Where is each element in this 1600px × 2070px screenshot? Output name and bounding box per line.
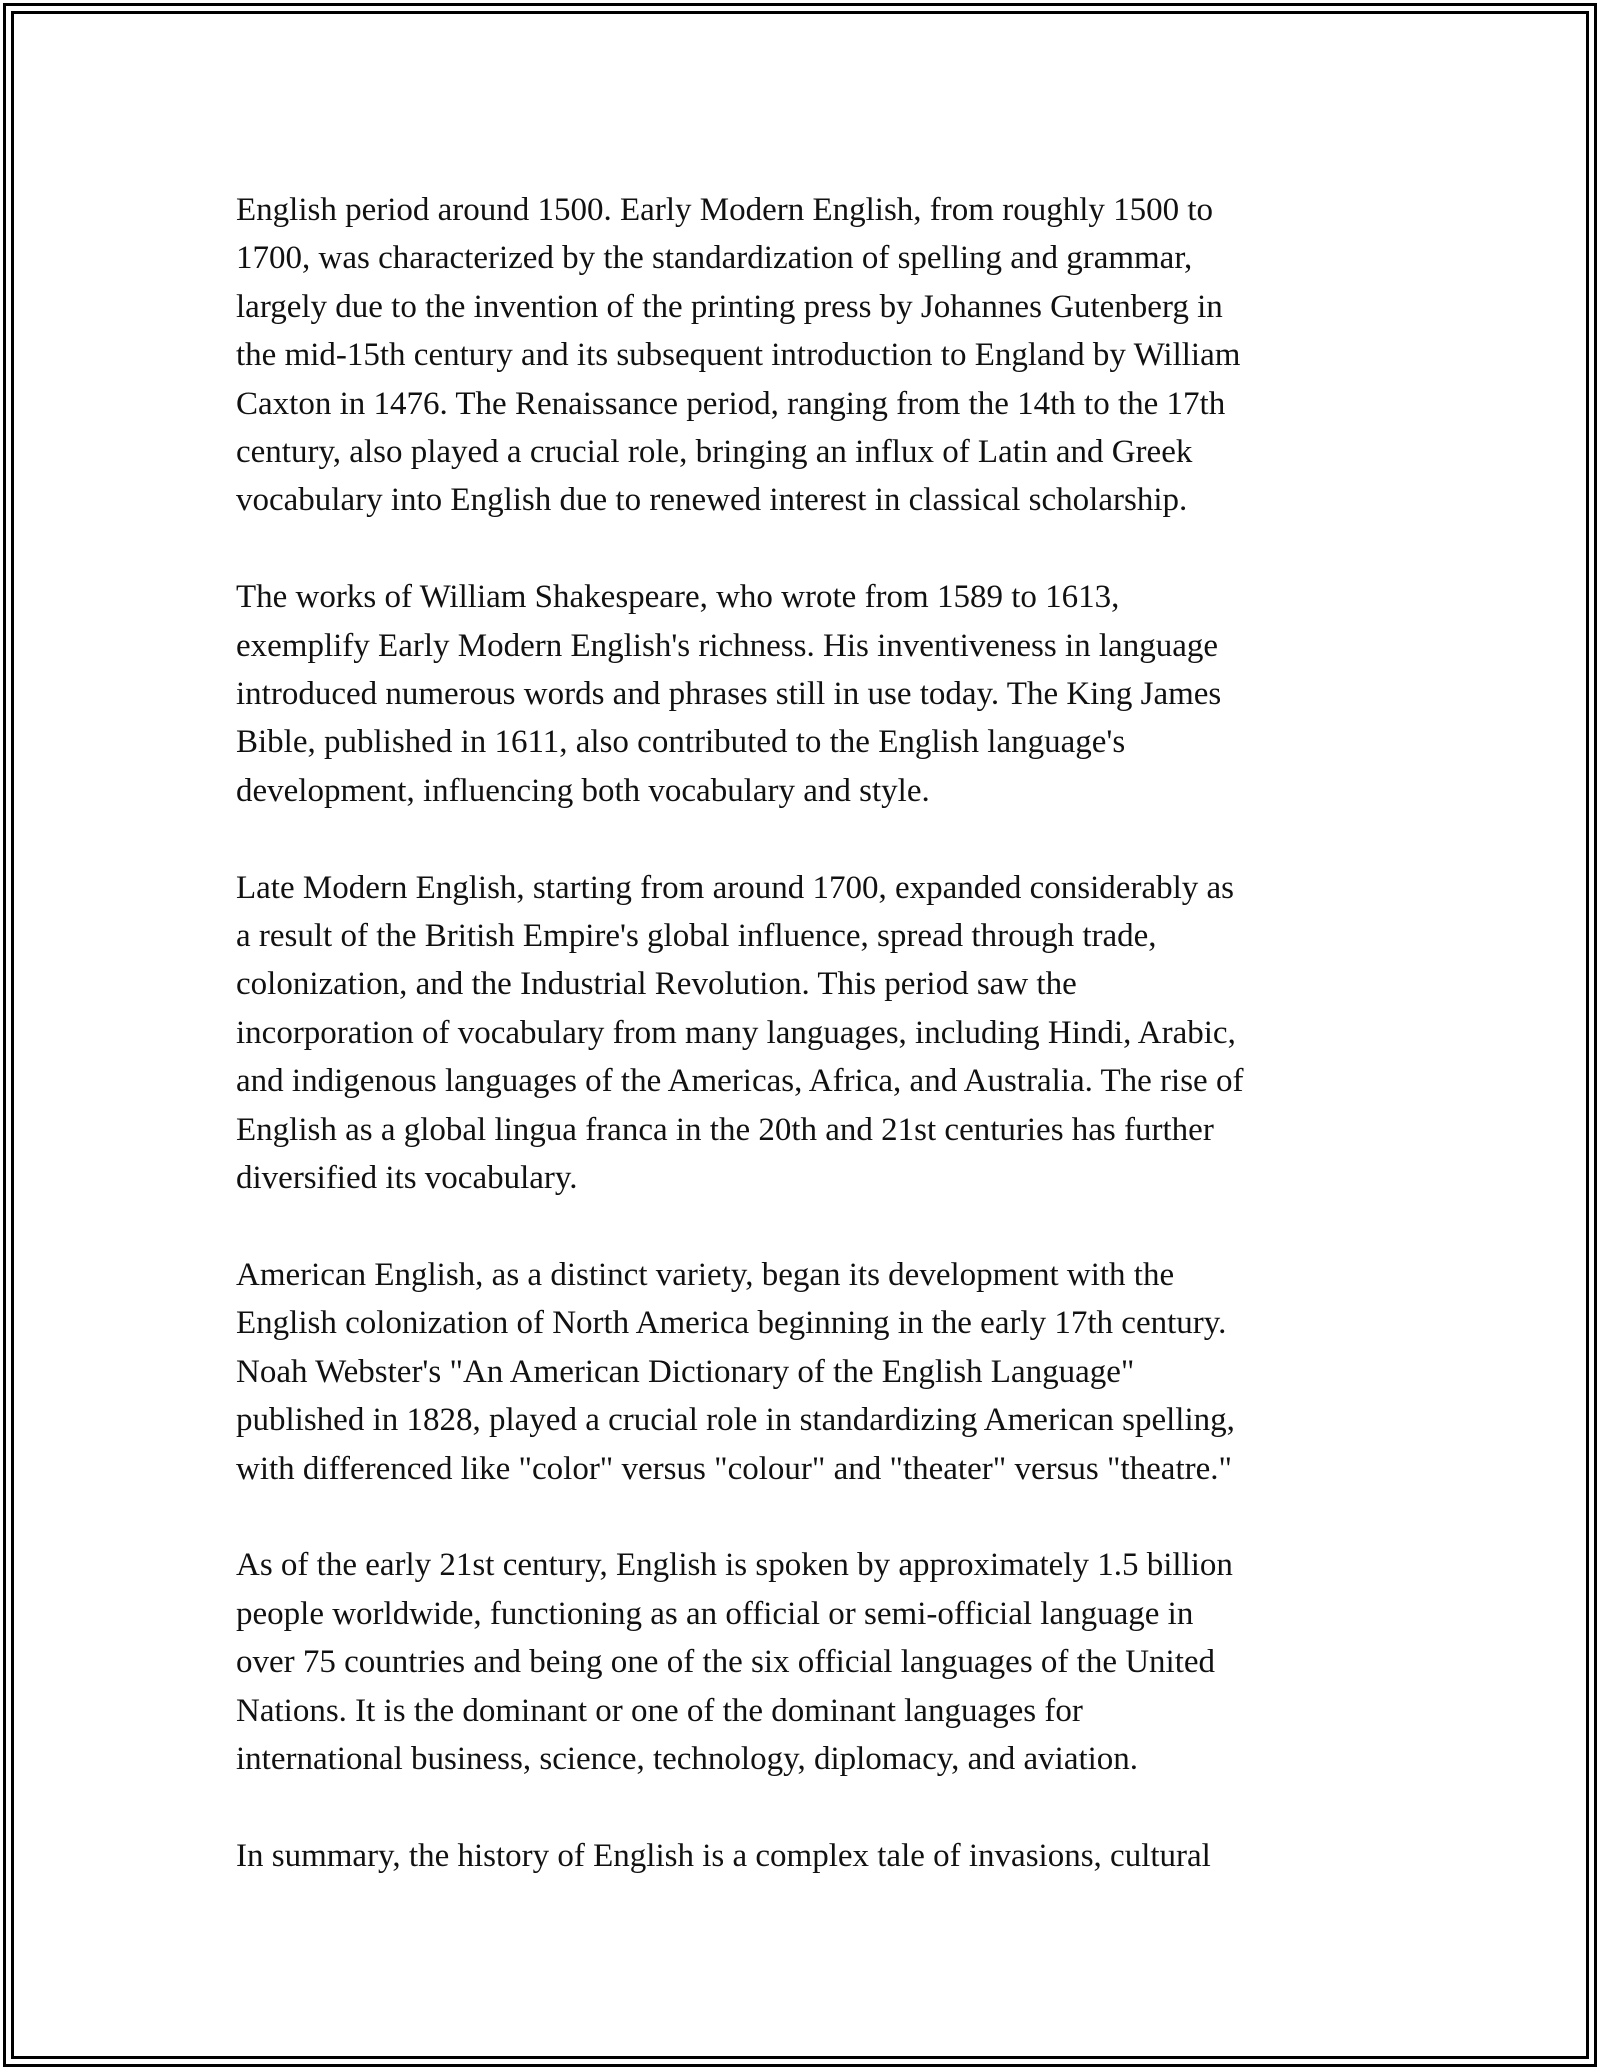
paragraph-late-modern-english: Late Modern English, starting from around 1700, expanded considerably as a result of the British Empire's global influence, spread through trade, colonization, and the Industrial Revolution. This period saw the incorporation of vocabulary from many languages, including Hindi, Arabic, and indigenous languages of the Americas, Africa, and Australia. The rise of English as a global lingua franca in the 20th and 21st centuries has further diversified its vocabulary. bbox=[236, 869, 1244, 1197]
paragraph-early-modern-english: English period around 1500. Early Modern English, from roughly 1500 to 1700, was characterized by the standardization of spelling and grammar, largely due to the invention of the printing press by Johannes Gutenberg in the mid-15th century and its subsequent introduction to England by William Caxton in 1476. The Renaissance period, ranging from the 14th to the 17th century, also played a crucial role, bringing an influx of Latin and Greek vocabulary into English due to renewed interest in classical scholarship. bbox=[236, 192, 1241, 519]
paragraph-summary: In summary, the history of English is a complex tale of invasions, cultural bbox=[236, 1837, 1211, 1874]
paragraph-american-english: American English, as a distinct variety, began its development with the English colonization of North America beginning in the early 17th century. Noah Webster's "An American Dictionary of the English Language" published in 1828, played a crucial role in standardizing American spelling, with differenced like "color" versus "colour" and "theater" versus "theatre." bbox=[236, 1256, 1235, 1487]
document-body bbox=[236, 186, 1376, 1929]
paragraph-shakespeare: The works of William Shakespeare, who wrote from 1589 to 1613, exemplify Early Modern English's richness. His inventiveness in language introduced numerous words and phrases still in use today. The King James Bible, published in 1611, also contributed to the English language's development, influencing both vocabulary and style. bbox=[236, 579, 1222, 809]
paragraph-21st-century: As of the early 21st century, English is spoken by approximately 1.5 billion people worldwide, functioning as an official or semi-official language in over 75 countries and being one of the six official languages of the United Nations. It is the dominant or one of the dominant languages for international business, science, technology, diplomacy, and aviation. bbox=[236, 1547, 1233, 1777]
